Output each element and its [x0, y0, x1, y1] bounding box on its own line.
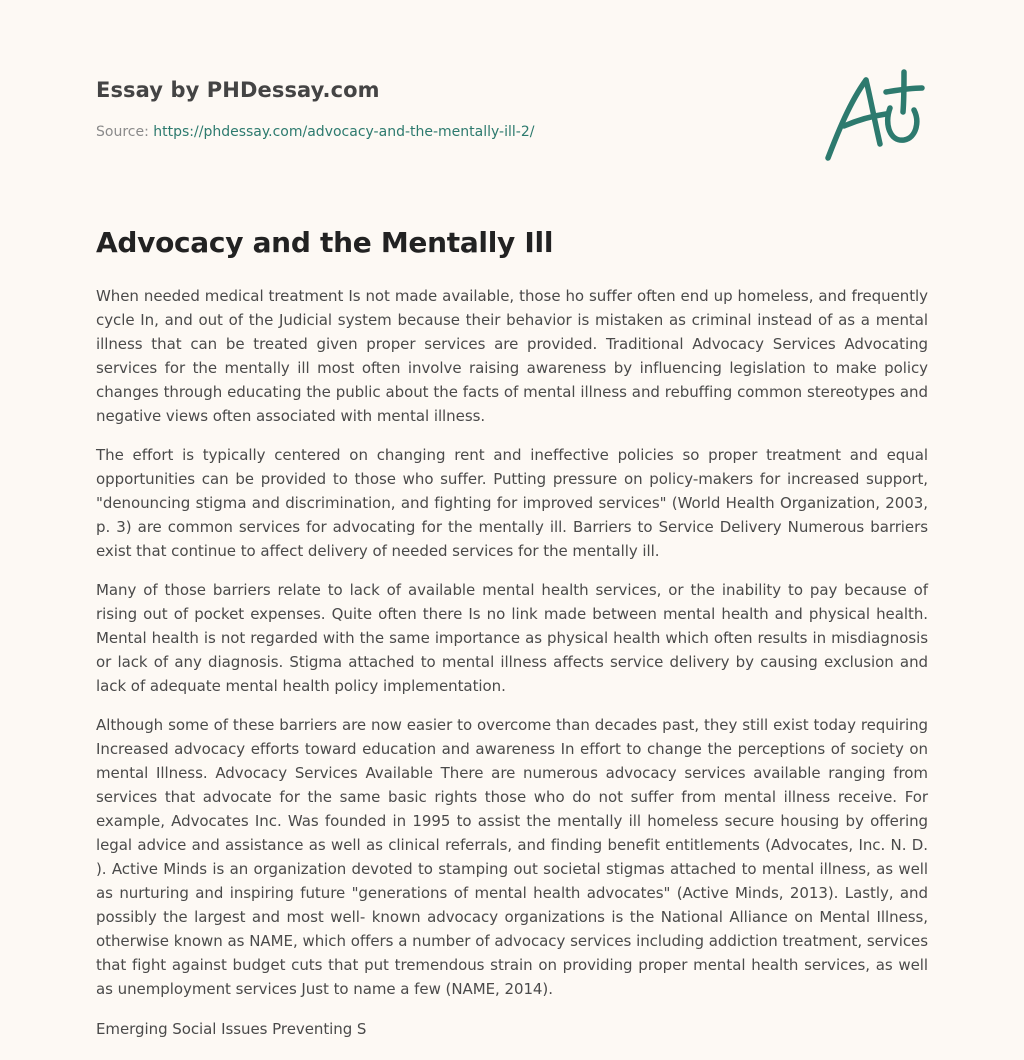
paragraph-3: Many of those barriers relate to lack of available mental health services, or the inability to pay because of rising out of pocket expenses. Quite often there Is no link made between mental health and physical health. Mental health is not regarded with the same importance as physical health which often results in misdiagnosis or lack of any diagnosis. Stigma attached to mental illness affects service delivery by causing exclusion and lack of adequate mental health policy implementation. — [96, 581, 928, 695]
site-brand: Essay by PHDessay.com — [96, 78, 380, 102]
truncated-paragraph: Emerging Social Issues Preventing S — [96, 1020, 367, 1038]
paragraph-4: Although some of these barriers are now easier to overcome than decades past, they still exist today requiring Increased advocacy efforts toward education and awareness In effort to change the perceptions of society on mental Illness. Advocacy Services Available There are numerous advocacy services available ranging from services that advocate for the same basic rights those who do not suffer from mental illness receive. For example, Advocates Inc. Was founded in 1995 to assist the mentally ill homeless secure housing by offering legal advice and assistance as well as clinical referrals, and finding benefit entitlements (Advocates, Inc. N. D. ). Active Minds is an organization devoted to stamping out societal stigmas attached to mental illness, as well as nurturing and inspiring future "generations of mental health advocates" (Active Minds, 2013). Lastly, and possibly the largest and most well- known advocacy organizations is the National Alliance on Mental Illness, otherwise known as NAME, which offers a number of advocacy services including addiction treatment, services that fight against budget cuts that put tremendous strain on providing proper mental health services, as well as unemployment services Just to name a few (NAME, 2014). — [96, 716, 928, 998]
a-plus-logo-svg — [824, 66, 928, 166]
essay-body — [96, 284, 928, 1056]
essay-title: Advocacy and the Mentally Ill — [96, 226, 554, 259]
source-line — [96, 124, 534, 140]
paragraph-1: When needed medical treatment Is not made available, those ho suffer often end up homeless, and frequently cycle In, and out of the Judicial system because their behavior is mistaken as criminal instead of as a mental illness that can be treated given proper services are provided. Traditional Advocacy Services Advocating services for the mentally ill most often involve raising awareness by influencing legislation to make policy changes through educating the public about the facts of mental illness and rebuffing common stereotypes and negative views often associated with mental illness. — [96, 287, 928, 425]
document-page — [96, 0, 928, 1060]
source-label: Source: — [96, 124, 149, 140]
paragraph-2: The effort is typically centered on changing rent and ineffective policies so proper treatment and equal opportunities can be provided to those who suffer. Putting pressure on policy-makers for increased support, "denouncing stigma and discrimination, and fighting for improved services" (World Health Organization, 2003, p. 3) are common services for advocating for the mentally ill. Barriers to Service Delivery Numerous barriers exist that continue to affect delivery of needed services for the mentally ill. — [96, 446, 928, 560]
a-plus-logo-icon — [824, 66, 928, 166]
source-link[interactable]: https://phdessay.com/advocacy-and-the-mentally-ill-2/ — [153, 124, 535, 140]
